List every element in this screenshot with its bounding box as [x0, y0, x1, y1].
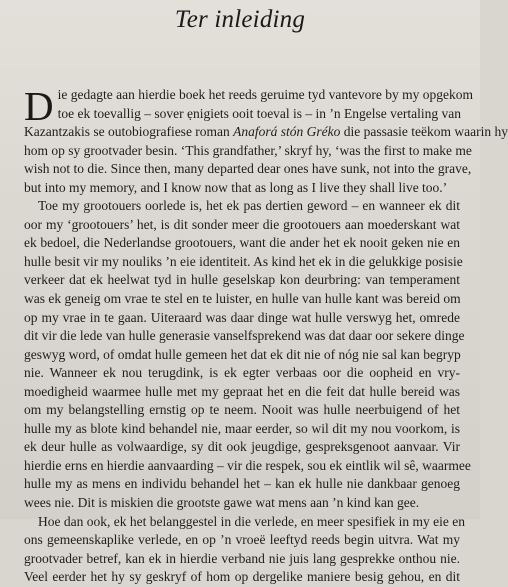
text-line: verkeer dat ek heelwat tyd in hulle geselskap kon deurbring: van temperament — [24, 272, 460, 288]
text-line: hierdie erns en hierdie aanvaarding – vir die respek, sou ek eintlik wil sê, waarmee — [24, 457, 471, 473]
text-line: nie. Wanneer ek nou terugdink, is ek egter verbaas oor die oopheid en vry- — [24, 365, 460, 381]
text-line: toe ek toevallig – sover ẹnigiets ooit toeval is – in ’n Engelse vertaling van — [57, 105, 462, 121]
drop-cap: D — [24, 83, 54, 129]
text-line: Hoe dan ook, ek het belanggestel in die verlede, en meer spesifiek in my eie en — [38, 513, 465, 529]
text-line: moedigheid waarmee hulle met my gepraat het en die feit dat hulle bereid was — [24, 383, 460, 399]
text-line: Toe my grootouers oorlede is, het ek pas dertien geword – en wanneer ek dit — [38, 198, 460, 214]
paragraph — [24, 197, 471, 512]
paragraph — [24, 83, 508, 197]
text-line: om my belangstelling ernstig op te neem. Nooit was hulle neerbuigend of het — [24, 402, 460, 418]
body-text — [24, 83, 508, 587]
text-line: hulle my as mens en individu behandel het – kan ek hulle nie dankbaar genoeg — [24, 476, 460, 492]
text-line: op my vrae in te gaan. Uiteraard was daar dinge wat hulle verswyg het, omrede — [24, 309, 460, 325]
text-line: hulle my as blote kind behandel nie, maar eerder, so wil dit my nou voorkom, is — [24, 420, 460, 436]
text-line: dit vir die lede van hulle generasie vanselfsprekend was dat daar oor sekere dinge — [24, 328, 465, 344]
text-line: ek bedoel, die Nederlandse grootouers, want die ander het ek nooit geken nie en — [24, 235, 460, 251]
text-line: grootvader betref, kan ek in hierdie verband nie juis lang gesprekke onthou nie. — [24, 550, 460, 566]
text-line: ie gedagte aan hierdie boek het reeds geruime tyd vantevore by my opgekom — [57, 87, 473, 102]
text-line: was ek geneig om vrae te stel en te luister, en hulle van hulle kant was bereid om — [24, 291, 461, 307]
text-line: geswyg word, of omdat hulle gemeen het dat ek dit nie of nóg nie sal kan begryp — [24, 346, 461, 362]
chapter-title: Ter inleiding — [174, 6, 306, 33]
text-line: ek deur hulle as volwaardige, sy dit ook jeugdige, gespreksgenoot aanvaar. Vir — [24, 439, 460, 455]
text-line: Veel eerder het hy sy geskryf of hom op dergelike maniere besig gehou, en dit — [24, 569, 460, 585]
paragraph — [24, 513, 465, 587]
text-line: wees nie. Dit is miskien die grootste gawe wat mens aan ’n kind kan gee. — [24, 495, 420, 511]
text-line: hulle besit vir my nouliks ’n eie identiteit. As kind het ek in die gelukkige posisie — [24, 253, 463, 269]
text-line: ons gemeenskaplike verlede, en op ’n vroeë leeftyd reeds begin uitvra. Wat my — [24, 532, 460, 548]
text-line: but into my memory, and I know now that as long as I live they shall live too.’ — [24, 179, 448, 195]
text-line: wish not to die. Since then, many departed dear ones have sunk, not into the grave, — [24, 161, 472, 177]
text-line: Kazantzakis se outobiografiese roman Anaforá stón Gréko die passasie teëkom waarin hy — [24, 124, 508, 140]
text-line: oor my ‘grootouers’ het, is dit sonder meer die grootouers aan moederskant wat — [24, 216, 460, 232]
text-line: hom op sy grootvader besin. ‘This grandfather,’ skryf hy, ‘was the first to make me — [24, 142, 472, 158]
